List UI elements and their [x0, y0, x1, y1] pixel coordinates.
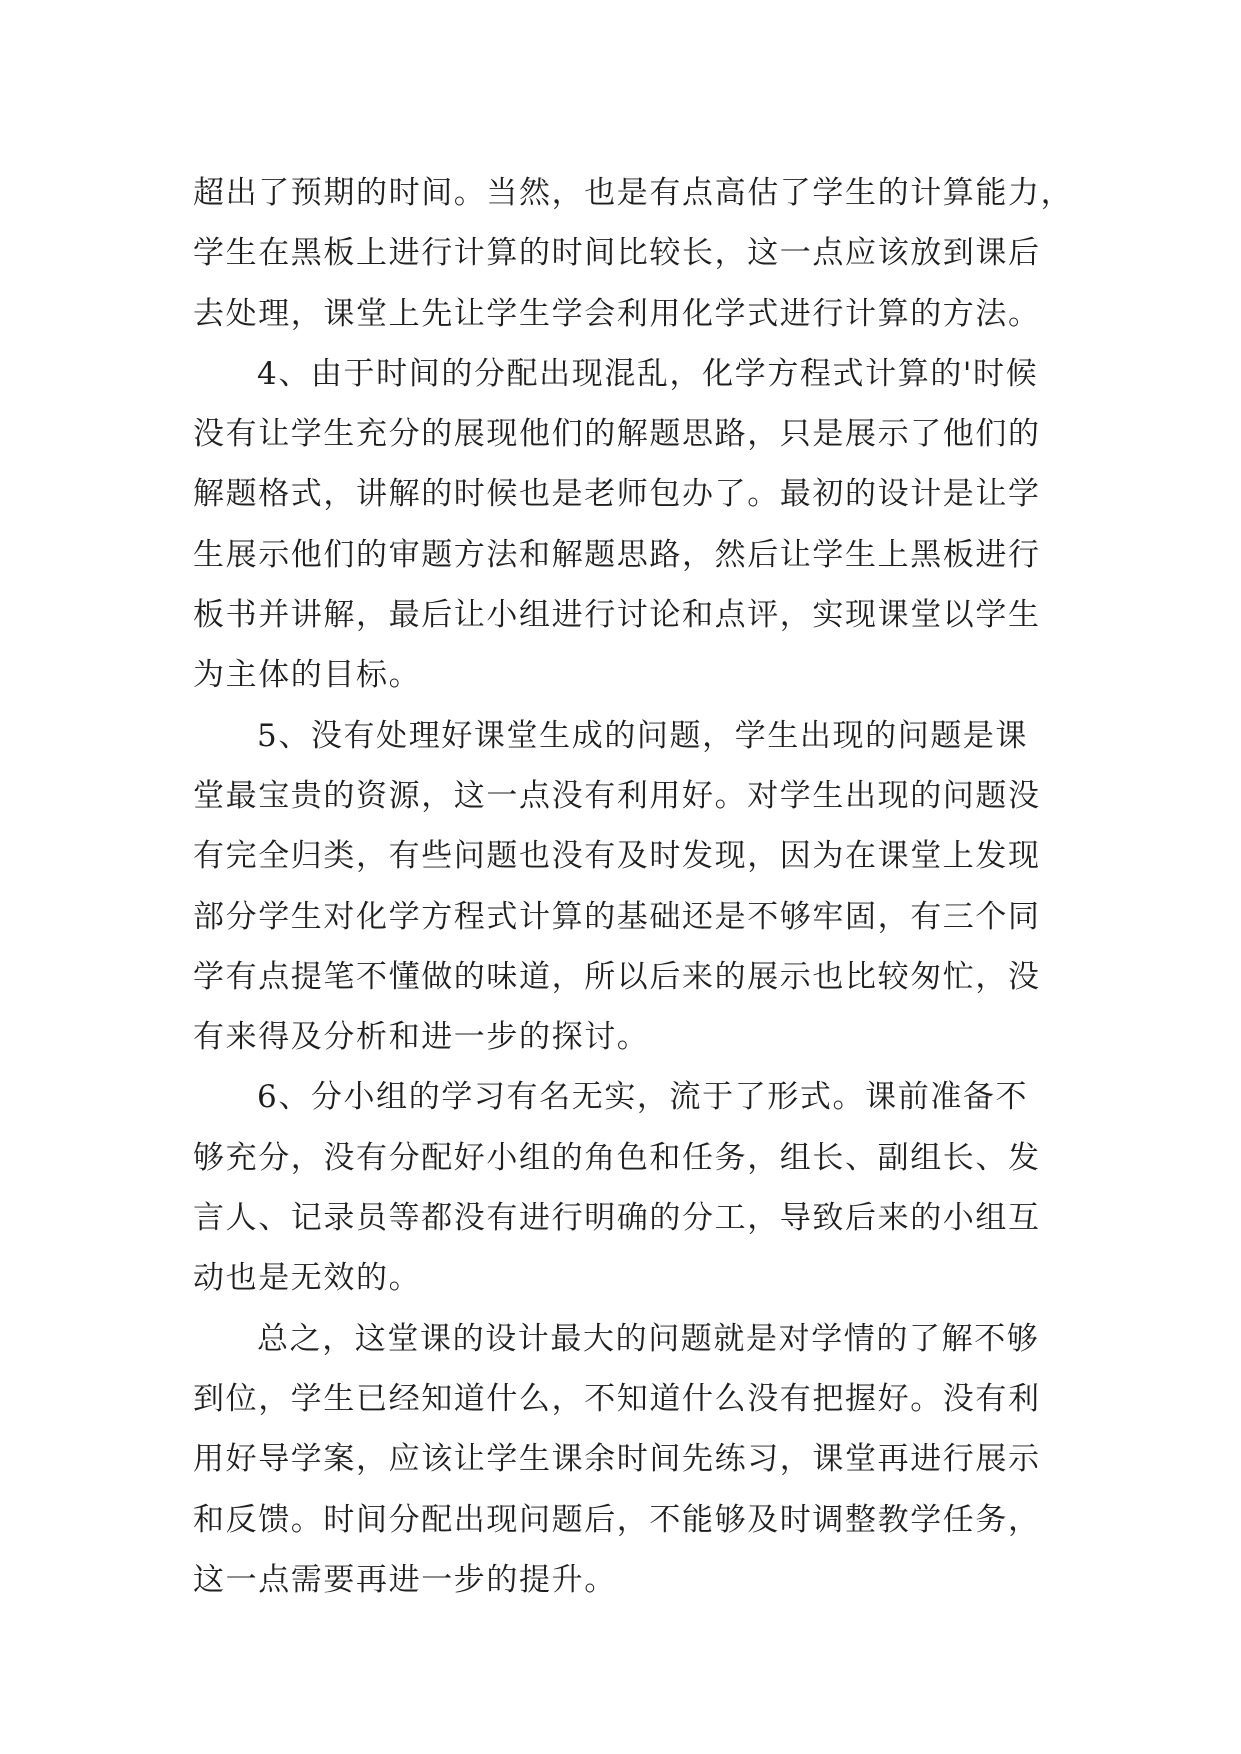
text-line: 有来得及分析和进一步的探讨。: [193, 1019, 650, 1056]
text-line: 学生在黑板上进行计算的时间比较长，这一点应该放到课后: [193, 235, 1041, 272]
text-line: 5、没有处理好课堂生成的问题，学生出现的问题是课: [257, 717, 1029, 754]
text-line: 板书并讲解，最后让小组进行讨论和点评，实现课堂以学生: [193, 597, 1041, 634]
text-line: 没有让学生充分的展现他们的解题思路，只是展示了他们的: [193, 416, 1041, 453]
text-line: 言人、记录员等都没有进行明确的分工，导致后来的小组互: [193, 1200, 1041, 1237]
text-line: 部分学生对化学方程式计算的基础还是不够牢固，有三个同: [193, 898, 1041, 935]
text-line: 总之，这堂课的设计最大的问题就是对学情的了解不够: [257, 1320, 1040, 1357]
text-line: 去处理，课堂上先让学生学会利用化学式进行计算的方法。: [193, 295, 1041, 332]
text-line: 到位，学生已经知道什么，不知道什么没有把握好。没有利: [193, 1380, 1041, 1417]
text-line: 够充分，没有分配好小组的角色和任务，组长、副组长、发: [193, 1139, 1041, 1176]
text-line: 学有点提笔不懂做的味道，所以后来的展示也比较匆忙，没: [193, 958, 1041, 995]
text-line: 这一点需要再进一步的提升。: [193, 1561, 617, 1598]
text-line: 用好导学案，应该让学生课余时间先练习，课堂再进行展示: [193, 1441, 1041, 1478]
text-line: 6、分小组的学习有名无实，流于了形式。课前准备不: [257, 1079, 1029, 1116]
text-line: 4、由于时间的分配出现混乱，化学方程式计算的'时候: [257, 355, 1039, 392]
text-line: 堂最宝贵的资源，这一点没有利用好。对学生出现的问题没: [193, 777, 1041, 814]
text-line: 解题格式，讲解的时候也是老师包办了。最初的设计是让学: [193, 476, 1041, 513]
text-line: 生展示他们的审题方法和解题思路，然后让学生上黑板进行: [193, 536, 1041, 573]
text-line: 和反馈。时间分配出现问题后，不能够及时调整教学任务，: [193, 1501, 1041, 1538]
text-line: 动也是无效的。: [193, 1260, 422, 1297]
document-body: [193, 163, 1074, 1610]
text-line: 为主体的目标。: [193, 657, 422, 694]
text-line: 超出了预期的时间。当然，也是有点高估了学生的计算能力，: [193, 175, 1074, 211]
text-line: 有完全归类，有些问题也没有及时发现，因为在课堂上发现: [193, 838, 1041, 875]
